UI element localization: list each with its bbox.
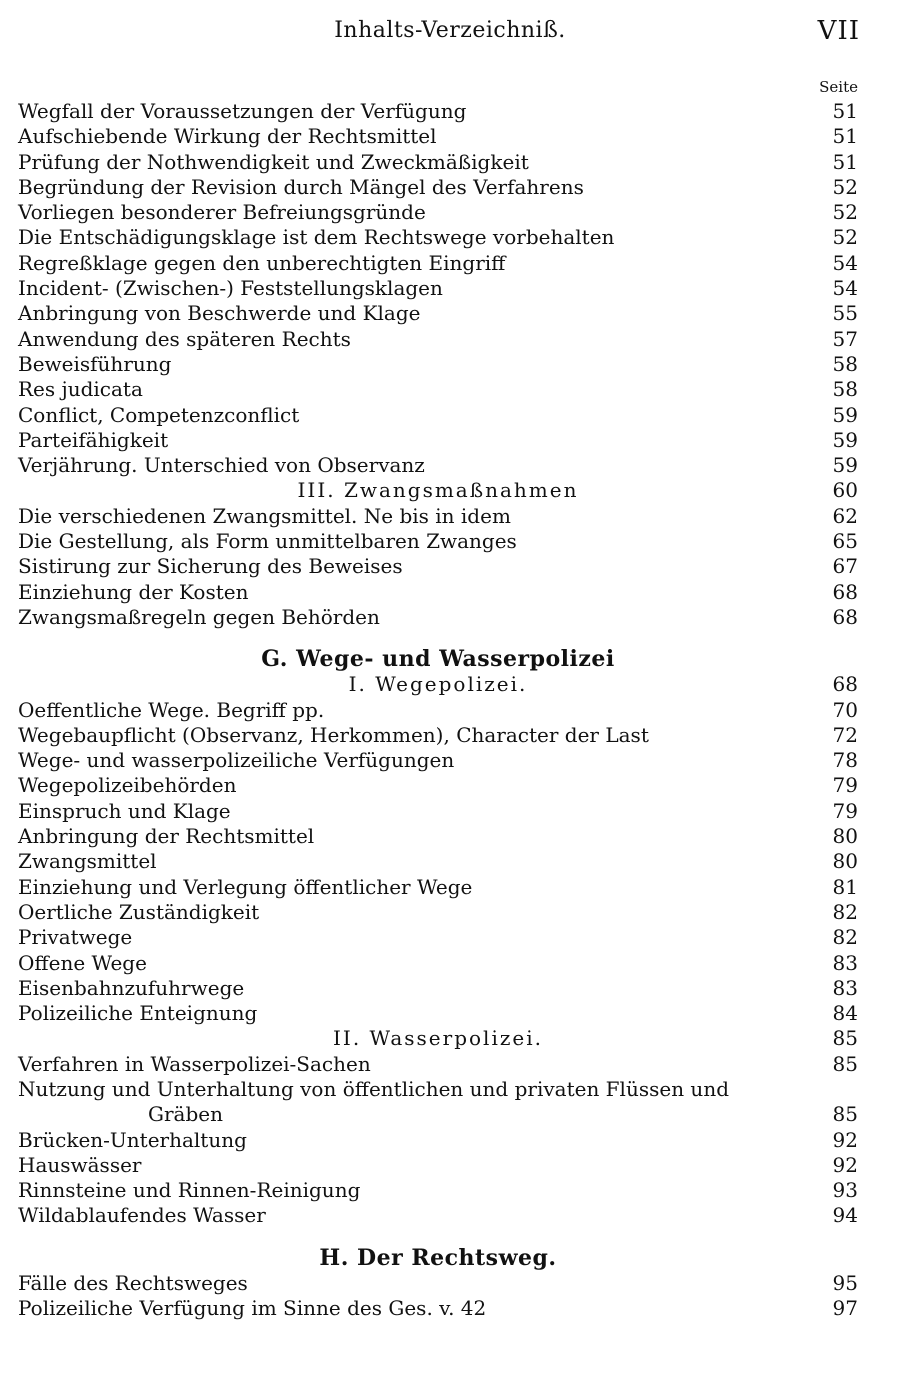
- entry-title: Aufschiebende Wirkung der Rechtsmittel: [18, 124, 437, 149]
- toc-entry: [18, 1203, 858, 1228]
- page-header: [0, 14, 900, 54]
- entry-title: Verjährung. Unterschied von Observanz: [18, 453, 425, 478]
- page-ref: 79: [832, 773, 858, 798]
- entry-title: Gräben: [148, 1102, 223, 1127]
- toc-entry: [18, 723, 858, 748]
- page-ref: 80: [832, 824, 858, 849]
- entry-title: Conflict, Competenzconflict: [18, 402, 300, 427]
- page-ref: 52: [832, 200, 858, 225]
- subsection-title: III. Zwangsmaßnahmen: [297, 478, 579, 503]
- page-ref: 80: [832, 849, 858, 874]
- toc-entry: [18, 1271, 858, 1296]
- toc-entry: [18, 580, 858, 605]
- entry-title: Fälle des Rechtsweges: [18, 1270, 248, 1295]
- page-ref: 83: [832, 950, 858, 975]
- toc-entry: [18, 773, 858, 798]
- toc-entry: [18, 301, 858, 326]
- page-ref: 83: [832, 975, 858, 1000]
- page-ref: 81: [832, 874, 858, 899]
- seite-column-label: Seite: [819, 78, 858, 96]
- subsection-heading-ii: [18, 1026, 858, 1051]
- page-ref: 58: [832, 377, 858, 402]
- subsection-title: II. Wasserpolizei.: [333, 1026, 543, 1051]
- toc-entry: [18, 225, 858, 250]
- section-heading-g: G. Wege- und Wasserpolizei: [261, 646, 615, 673]
- toc-entry: [18, 1128, 858, 1153]
- entry-title: Die Entschädigungsklage ist dem Rechtswege vorbehalten: [18, 225, 615, 250]
- page-ref: 94: [832, 1203, 858, 1228]
- page-ref: 95: [832, 1270, 858, 1295]
- page-ref: 59: [832, 453, 858, 478]
- toc-entry: [18, 377, 858, 402]
- page-ref: 51: [832, 149, 858, 174]
- toc-entry: [18, 1153, 858, 1178]
- page-ref: 65: [832, 529, 858, 554]
- page-ref: 92: [832, 1152, 858, 1177]
- toc-entry: [18, 504, 858, 529]
- toc-entry: [18, 99, 858, 124]
- entry-title: Begründung der Revision durch Mängel des Verfahrens: [18, 174, 584, 199]
- toc-entry: [18, 1001, 858, 1026]
- toc-entry: [18, 951, 858, 976]
- section-heading-h: H. Der Rechtsweg.: [319, 1244, 557, 1271]
- page-ref: 78: [832, 748, 858, 773]
- page-ref: 70: [832, 697, 858, 722]
- toc-entry: [18, 251, 858, 276]
- entry-title: Brücken-Unterhaltung: [18, 1127, 247, 1152]
- page-ref: 60: [832, 478, 858, 503]
- toc-entry: [18, 1296, 858, 1321]
- entry-group-e: [18, 1271, 858, 1322]
- entry-title: Anwendung des späteren Rechts: [18, 326, 351, 351]
- page-ref: 51: [832, 99, 858, 123]
- entry-title: Rinnsteine und Rinnen-Reinigung: [18, 1178, 361, 1203]
- entry-title: Wegebaupflicht (Observanz, Herkommen), Character der Last: [18, 722, 649, 747]
- toc-entry: [18, 403, 858, 428]
- toc-entry: [18, 529, 858, 554]
- toc-entry: [18, 428, 858, 453]
- page-ref: 67: [832, 554, 858, 579]
- page-ref: 58: [832, 351, 858, 376]
- toc-entry: [18, 799, 858, 824]
- toc-entry: [18, 554, 858, 579]
- entry-title: Anbringung von Beschwerde und Klage: [18, 301, 421, 326]
- toc-entry: [18, 605, 858, 630]
- page-ref: 85: [832, 1102, 858, 1127]
- entry-title: Einspruch und Klage: [18, 798, 231, 823]
- page-ref: 55: [832, 301, 858, 326]
- toc-entry: [18, 200, 858, 225]
- subsection-title: I. Wegepolizei.: [348, 672, 528, 697]
- toc-entry: [18, 698, 858, 723]
- entry-group-c: [18, 698, 858, 1027]
- page-ref: 85: [832, 1051, 858, 1076]
- toc-entry: [18, 453, 858, 478]
- entry-title: Parteifähigkeit: [18, 427, 169, 452]
- toc-entry: [18, 976, 858, 1001]
- page-ref: 54: [832, 276, 858, 301]
- page-ref: 68: [832, 579, 858, 604]
- page-ref: 59: [832, 402, 858, 427]
- toc-entry: [18, 352, 858, 377]
- entry-title: Hauswässer: [18, 1152, 142, 1177]
- page-ref: 52: [832, 174, 858, 199]
- toc-entry: [18, 849, 858, 874]
- entry-title: Zwangsmittel: [18, 849, 157, 874]
- entry-title: Offene Wege: [18, 950, 147, 975]
- entry-group-d: [18, 1052, 858, 1229]
- toc-entry: [18, 276, 858, 301]
- toc-entry: [18, 824, 858, 849]
- toc-entry: [18, 900, 858, 925]
- page-ref: 92: [832, 1127, 858, 1152]
- page-ref: 57: [832, 326, 858, 351]
- page-number: VII: [817, 16, 860, 46]
- toc-entry: [18, 1077, 858, 1102]
- entry-title: Einziehung der Kosten: [18, 579, 249, 604]
- entry-title: Regreßklage gegen den unberechtigten Eingriff: [18, 250, 506, 275]
- page-ref: 85: [832, 1026, 858, 1051]
- entry-title: Oertliche Zuständigkeit: [18, 899, 260, 924]
- entry-title: Die Gestellung, als Form unmittelbaren Zwanges: [18, 529, 517, 554]
- entry-title: Prüfung der Nothwendigkeit und Zweckmäßigkeit: [18, 149, 529, 174]
- toc-entry: [18, 925, 858, 950]
- entry-title: Vorliegen besonderer Befreiungsgründe: [18, 200, 426, 225]
- page-ref: 52: [832, 225, 858, 250]
- toc-entry: [18, 124, 858, 149]
- page-ref: 79: [832, 798, 858, 823]
- entry-title: Nutzung und Unterhaltung von öffentlichen und privaten Flüssen und: [18, 1076, 729, 1101]
- subsection-heading-iii: [18, 478, 858, 503]
- page-ref: 82: [832, 899, 858, 924]
- toc-entry: [18, 1102, 858, 1127]
- toc-entry: [18, 875, 858, 900]
- page-ref: 62: [832, 503, 858, 528]
- page-ref: 93: [832, 1178, 858, 1203]
- entry-title: Einziehung und Verlegung öffentlicher Wege: [18, 874, 473, 899]
- entry-title: Wegfall der Voraussetzungen der Verfügung: [18, 99, 467, 123]
- entry-title: Beweisführung: [18, 351, 172, 376]
- entry-title: Zwangsmaßregeln gegen Behörden: [18, 604, 380, 629]
- page-ref: 54: [832, 250, 858, 275]
- toc-entry: [18, 1178, 858, 1203]
- subsection-heading-i: [18, 672, 858, 697]
- running-title: Inhalts-Verzeichniß.: [334, 18, 566, 43]
- page-ref: 59: [832, 427, 858, 452]
- page-ref: 68: [832, 604, 858, 629]
- entry-group-b: [18, 504, 858, 630]
- table-of-contents: [18, 99, 858, 1321]
- entry-title: Anbringung der Rechtsmittel: [18, 824, 315, 849]
- entry-title: Res judicata: [18, 377, 143, 402]
- entry-title: Privatwege: [18, 925, 133, 950]
- toc-entry: [18, 748, 858, 773]
- toc-entry: [18, 175, 858, 200]
- entry-title: Eisenbahnzufuhrwege: [18, 975, 245, 1000]
- entry-title: Oeffentliche Wege. Begriff pp.: [18, 697, 325, 722]
- page-ref: 68: [832, 672, 858, 697]
- entry-title: Wege- und wasserpolizeiliche Verfügungen: [18, 748, 455, 773]
- entry-title: Wildablaufendes Wasser: [18, 1203, 266, 1228]
- toc-entry: [18, 1052, 858, 1077]
- page-ref: 72: [832, 722, 858, 747]
- entry-title: Incident- (Zwischen-) Feststellungsklagen: [18, 276, 443, 301]
- entry-title: Sistirung zur Sicherung des Beweises: [18, 554, 403, 579]
- page-ref: 84: [832, 1001, 858, 1026]
- page-ref: 51: [832, 124, 858, 149]
- entry-title: Polizeiliche Verfügung im Sinne des Ges. v. 42: [18, 1296, 487, 1321]
- entry-title: Wegepolizeibehörden: [18, 773, 237, 798]
- page-ref: 97: [832, 1296, 858, 1321]
- entry-title: Polizeiliche Enteignung: [18, 1001, 258, 1026]
- entry-title: Die verschiedenen Zwangsmittel. Ne bis in idem: [18, 503, 511, 528]
- entry-title: Verfahren in Wasserpolizei-Sachen: [18, 1051, 371, 1076]
- toc-entry: [18, 327, 858, 352]
- toc-entry: [18, 150, 858, 175]
- page-ref: 82: [832, 925, 858, 950]
- entry-group-a: [18, 99, 858, 478]
